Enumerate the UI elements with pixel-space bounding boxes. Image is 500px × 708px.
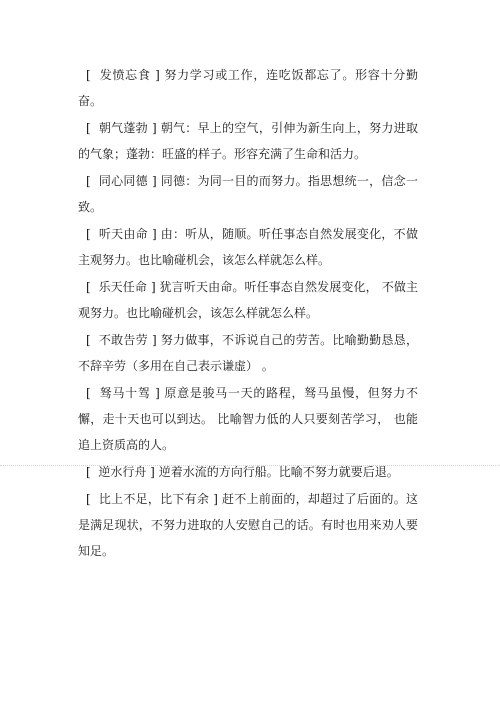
open-bracket: [ xyxy=(86,121,91,135)
close-bracket: ] xyxy=(151,227,157,241)
idiom-term: 逆水行舟 xyxy=(98,465,147,479)
close-bracket: ] xyxy=(151,121,157,135)
idiom-definition: 同德：为同一目的而努力。指思想统一，信念一致。 xyxy=(78,174,418,214)
idiom-term: 乐天任命 xyxy=(98,280,148,294)
idiom-entry xyxy=(78,115,418,167)
idiom-term: 发愤忘食 xyxy=(99,68,151,82)
idiom-entry xyxy=(78,327,418,379)
idiom-entry xyxy=(78,459,418,485)
idiom-definition: 赶不上前面的，却超过了后面的。这是满足现状，不努力进取的人安慰自己的话。有时也用来劝人要知足。 xyxy=(78,492,418,558)
idiom-list xyxy=(78,62,418,565)
idiom-entry xyxy=(78,62,418,114)
close-bracket: ] xyxy=(155,68,160,82)
idiom-term: 朝气蓬勃 xyxy=(98,121,148,135)
idiom-definition: 原意是骏马一天的路程，驽马虽慢，但努力不懈，走十天也可以到达。 比喻智力低的人只要刻苦学习， 也能追上资质高的人。 xyxy=(78,386,418,452)
idiom-term: 同心同德 xyxy=(98,174,148,188)
idiom-definition: 由：听从，随顺。听任事态自然发展变化，不做主观努力。也比喻碰机会，该怎么样就怎么样。 xyxy=(78,227,418,267)
open-bracket: [ xyxy=(86,227,91,241)
idiom-definition: 逆着水流的方向行船。比喻不努力就要后退。 xyxy=(158,465,399,479)
idiom-term: 听天由命 xyxy=(98,227,148,241)
idiom-entry xyxy=(78,168,418,220)
open-bracket: [ xyxy=(86,492,91,506)
close-bracket: ] xyxy=(213,492,218,506)
idiom-term: 驽马十驾 xyxy=(99,386,151,400)
idiom-definition: 努力学习或工作，连吃饭都忘了。形容十分勤奋。 xyxy=(78,68,418,108)
idiom-entry xyxy=(78,486,418,564)
close-bracket: ] xyxy=(150,280,156,294)
idiom-term: 不敢告劳 xyxy=(98,333,148,347)
open-bracket: [ xyxy=(86,174,91,188)
open-bracket: [ xyxy=(86,386,91,400)
open-bracket: [ xyxy=(86,465,91,479)
idiom-definition: 朝气：早上的空气，引伸为新生向上，努力进取的气象；蓬勃：旺盛的样子。形容充满了生命和活力。 xyxy=(78,121,418,161)
idiom-entry xyxy=(78,380,418,458)
close-bracket: ] xyxy=(155,386,160,400)
open-bracket: [ xyxy=(86,280,91,294)
idiom-definition: 犹言听天由命。听任事态自然发展变化， 不做主观努力。也比喻碰机会，该怎么样就怎么样。 xyxy=(78,280,418,320)
idiom-entry xyxy=(78,274,418,326)
open-bracket: [ xyxy=(86,68,91,82)
page-divider xyxy=(0,465,500,466)
close-bracket: ] xyxy=(150,465,155,479)
close-bracket: ] xyxy=(151,174,157,188)
idiom-definition: 努力做事，不诉说自己的劳苦。比喻勤勤恳恳，不辞辛劳（多用在自己表示谦虚） 。 xyxy=(78,333,418,373)
idiom-entry xyxy=(78,221,418,273)
open-bracket: [ xyxy=(86,333,91,347)
idiom-term: 比上不足，比下有余 xyxy=(98,492,210,506)
close-bracket: ] xyxy=(151,333,157,347)
